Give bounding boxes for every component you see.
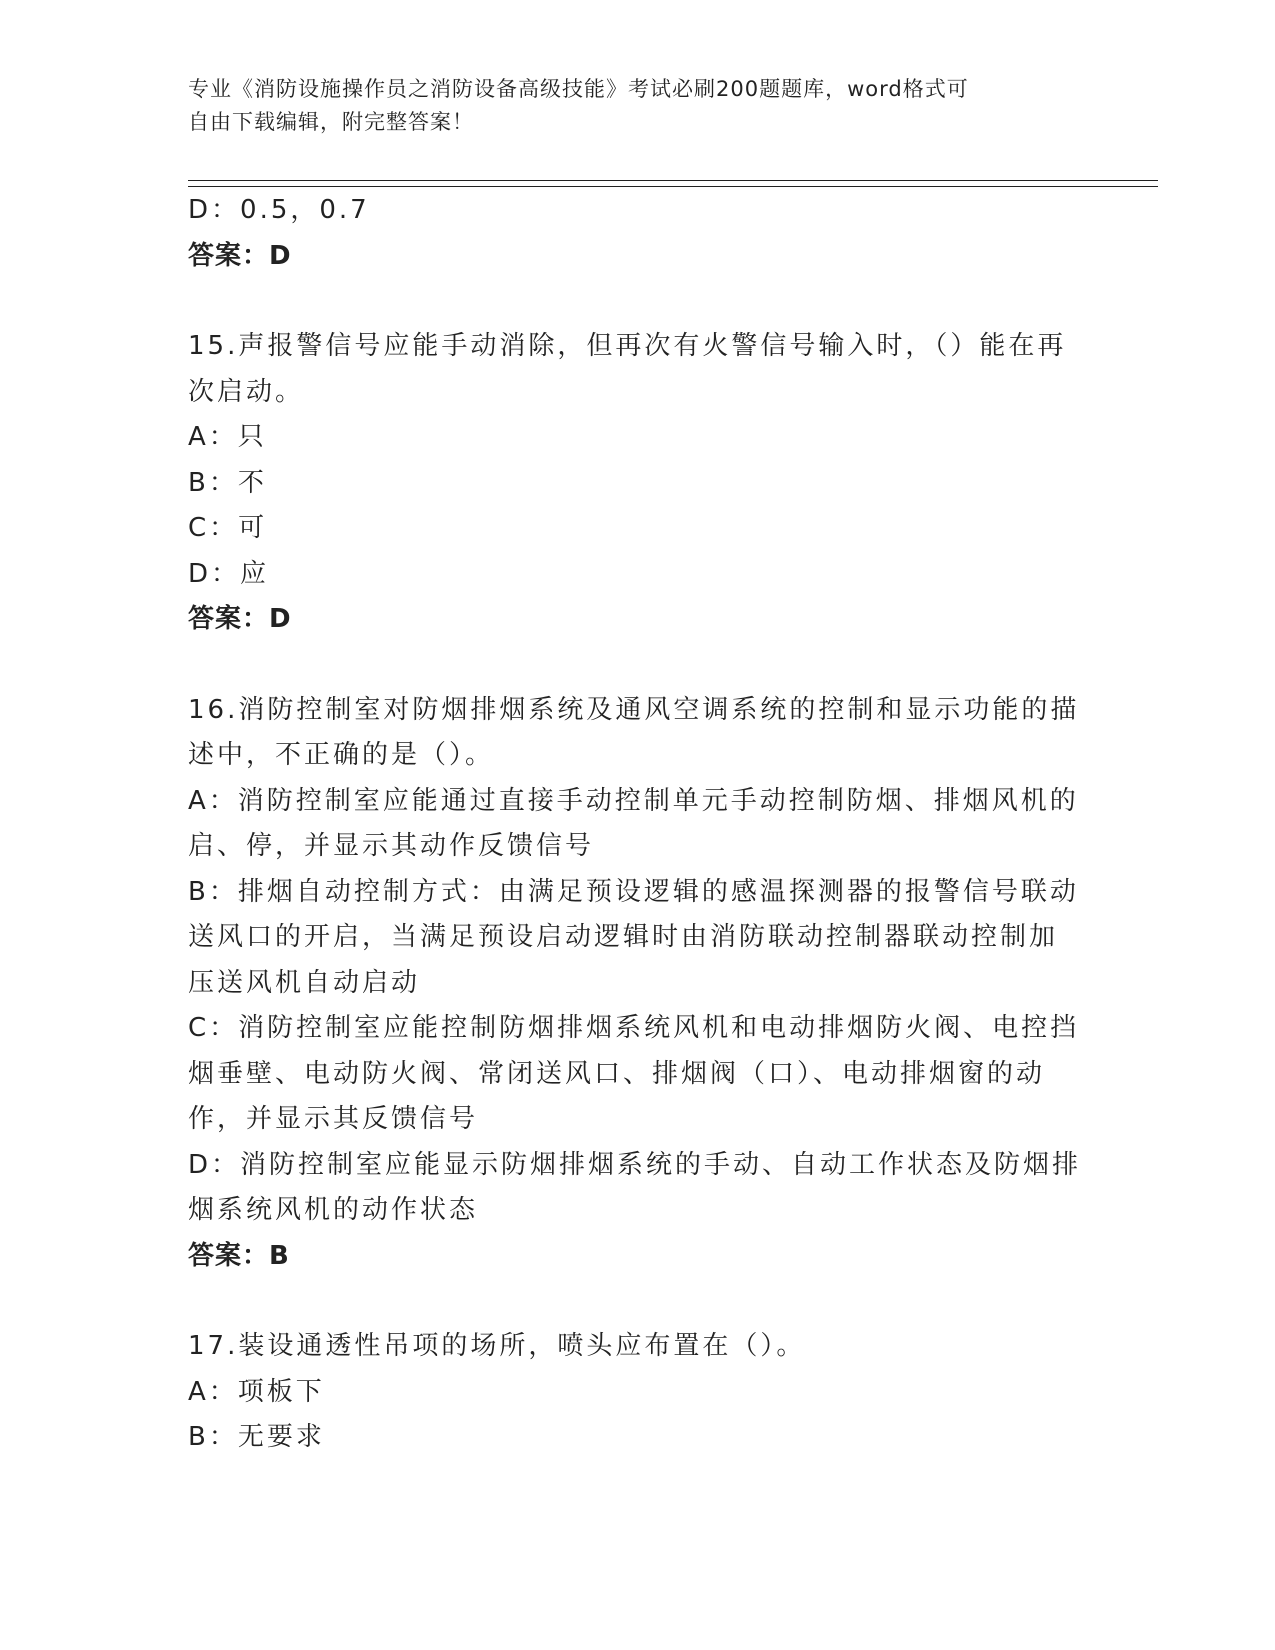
spacer [188,1279,1088,1324]
option-b: 压送风机自动启动 [188,967,421,998]
option-a: A：只 [188,422,267,452]
option-c: C：可 [188,513,268,543]
page-header [188,73,1068,139]
spacer [188,279,1088,324]
question-stem: 17.装设通透性吊项的场所，喷头应布置在（）。 [188,1331,806,1361]
option-c: 烟垂壁、电动防火阀、常闭送风口、排烟阀（口）、电动排烟窗的动 [188,1058,1046,1089]
option-b: B：无要求 [188,1422,325,1452]
header-rule-bottom [188,186,1158,187]
option-d: 烟系统风机的动作状态 [188,1195,479,1225]
header-line-1: 专业《消防设施操作员之消防设备高级技能》考试必刷200题题库，word格式可 [188,77,969,101]
option-d: D：应 [188,558,270,589]
header-line-2: 自由下载编辑，附完整答案！ [188,110,474,134]
question-stem: 15.声报警信号应能手动消除，但再次有火警信号输入时，（）能在再 [188,331,1067,361]
answer: 答案：D [188,604,292,634]
option-a: A：项板下 [188,1376,325,1407]
option-b: B：不 [188,467,267,498]
option-a: A：消防控制室应能通过直接手动控制单元手动控制防烟、排烟风机的 [188,785,1079,816]
option-b: 送风口的开启，当满足预设启动逻辑时由消防联动控制器联动控制加 [188,922,1059,952]
question-stem: 述中，不正确的是（）。 [188,740,495,770]
header-rule-top [188,180,1158,181]
option-b: B：排烟自动控制方式：由满足预设逻辑的感温探测器的报警信号联动 [188,876,1079,907]
document-body [188,188,1088,1461]
answer: 答案：D [188,240,292,271]
previous-question-tail [188,188,1088,279]
question-17 [188,1324,1088,1461]
question-stem: 次启动。 [188,376,305,407]
question-16 [188,688,1088,1280]
option-a: 启、停，并显示其动作反馈信号 [188,831,595,861]
option-d: D：消防控制室应能显示防烟排烟系统的手动、自动工作状态及防烟排 [188,1149,1082,1180]
option-c: C：消防控制室应能控制防烟排烟系统风机和电动排烟防火阀、电控挡 [188,1013,1080,1043]
answer: 答案：B [188,1240,290,1271]
option-c: 作，并显示其反馈信号 [188,1104,479,1134]
spacer [188,643,1088,688]
question-15 [188,324,1088,643]
question-stem: 16.消防控制室对防烟排烟系统及通风空调系统的控制和显示功能的描 [188,694,1080,725]
option-d: D：0.5，0.7 [188,195,370,225]
